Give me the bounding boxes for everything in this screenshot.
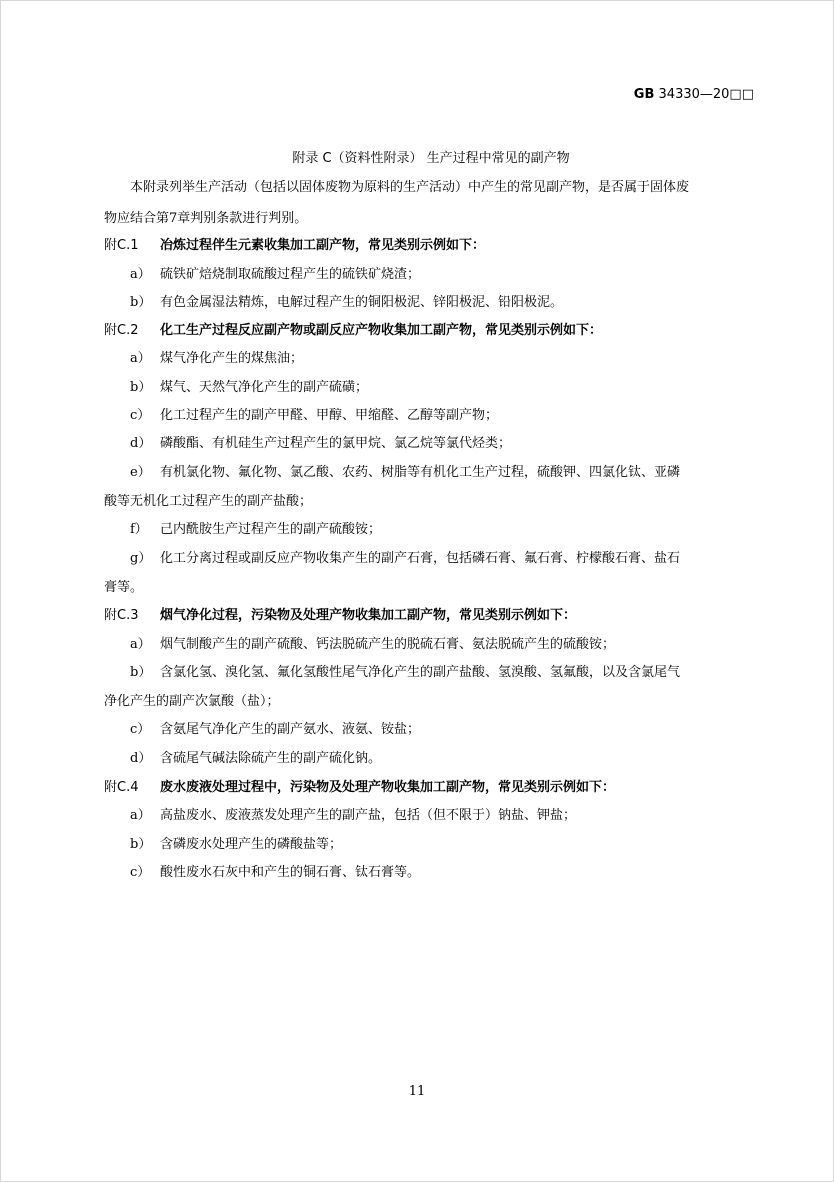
- section-number: 附C.2: [104, 323, 139, 338]
- item-text: 酸性废水石灰中和产生的铜石膏、钛石膏等。: [160, 865, 421, 880]
- section-title: 化工生产过程反应副产物或副反应产物收集加工副产物，常见类别示例如下：: [160, 323, 603, 338]
- section-heading: [104, 780, 758, 796]
- section-heading: [104, 323, 758, 339]
- section-title: 冶炼过程伴生元素收集加工副产物，常见类别示例如下：: [160, 238, 486, 253]
- standard-number: [634, 87, 754, 102]
- section-number: 附C.1: [104, 238, 139, 253]
- intro-line-1: 本附录列举生产活动（包括以固体废物为原料的生产活动）中产生的常见副产物，是否属于固体废: [130, 180, 690, 195]
- list-item: [104, 351, 784, 367]
- item-marker: a）: [130, 637, 151, 652]
- list-item: [104, 380, 784, 396]
- intro-line-2: 物应结合第7章判别条款进行判别。: [104, 211, 308, 226]
- page-number: 11: [408, 1084, 426, 1099]
- item-marker: d）: [130, 436, 152, 451]
- list-item: [104, 522, 784, 538]
- list-item: [104, 465, 784, 481]
- section-number: 附C.3: [104, 608, 139, 623]
- list-item: [104, 637, 784, 653]
- item-text: 煤气净化产生的煤焦油；: [160, 351, 304, 366]
- list-item: [104, 865, 784, 881]
- item-text: 烟气制酸产生的副产硫酸、钙法脱硫产生的脱硫石膏、氨法脱硫产生的硫酸铵；: [160, 637, 616, 652]
- section-title: 废水废液处理过程中，污染物及处理产物收集加工副产物，常见类别示例如下：: [160, 780, 616, 795]
- item-text: 磷酸酯、有机硅生产过程产生的氯甲烷、氯乙烷等氯代烃类；: [160, 436, 512, 451]
- item-text: 含硫尾气碱法除硫产生的副产硫化钠。: [160, 751, 382, 766]
- list-item: [104, 722, 784, 738]
- section-title: 烟气净化过程，污染物及处理产物收集加工副产物，常见类别示例如下：: [160, 608, 577, 623]
- list-item: [104, 267, 784, 283]
- section-number: 附C.4: [104, 780, 139, 795]
- item-text: 高盐废水、废液蒸发处理产生的副产盐，包括（但不限于）钠盐、钾盐；: [160, 808, 577, 823]
- item-text: 化工过程产生的副产甲醛、甲醇、甲缩醛、乙醇等副产物；: [160, 408, 499, 423]
- item-text: 有色金属湿法精炼，电解过程产生的铜阳极泥、锌阳极泥、铅阳极泥。: [160, 295, 564, 310]
- item-marker: e）: [130, 465, 151, 480]
- list-item: [104, 808, 784, 824]
- item-text: 煤气、天然气净化产生的副产硫磺；: [160, 380, 369, 395]
- item-text: 化工分离过程或副反应产物收集产生的副产石膏，包括磷石膏、氟石膏、柠檬酸石膏、盐石: [160, 551, 681, 566]
- item-text: 己内酰胺生产过程产生的副产硫酸铵；: [160, 522, 382, 537]
- standard-prefix: GB: [633, 87, 655, 102]
- item-marker: b）: [130, 295, 152, 310]
- item-text: 含氨尾气净化产生的副产氨水、液氨、铵盐；: [160, 722, 421, 737]
- item-marker: g）: [130, 551, 152, 566]
- item-marker: a）: [130, 351, 151, 366]
- list-item: [104, 436, 784, 452]
- list-item: [104, 751, 784, 767]
- item-text: 含氯化氢、溴化氢、氟化氢酸性尾气净化产生的副产盐酸、氢溴酸、氢氟酸，以及含氯尾气: [160, 665, 681, 680]
- item-continuation: 净化产生的副产次氯酸（盐）；: [104, 694, 280, 709]
- item-marker: f）: [130, 522, 148, 537]
- list-item: [104, 408, 784, 424]
- list-item: [104, 837, 784, 853]
- item-marker: a）: [130, 808, 151, 823]
- section-heading: [104, 238, 758, 254]
- item-text: 含磷废水处理产生的磷酸盐等；: [160, 837, 343, 852]
- item-marker: b）: [130, 380, 152, 395]
- item-marker: b）: [130, 837, 152, 852]
- item-marker: a）: [130, 267, 151, 282]
- item-continuation: 酸等无机化工过程产生的副产盐酸；: [104, 494, 313, 509]
- section-heading: [104, 608, 758, 624]
- item-marker: d）: [130, 751, 152, 766]
- item-marker: c）: [130, 865, 151, 880]
- item-marker: c）: [130, 408, 151, 423]
- list-item: [104, 295, 784, 311]
- item-text: 硫铁矿焙烧制取硫酸过程产生的硫铁矿烧渣；: [160, 267, 421, 282]
- appendix-title: 附录 C（资料性附录） 生产过程中常见的副产物: [292, 151, 570, 166]
- item-text: 有机氯化物、氟化物、氯乙酸、农药、树脂等有机化工生产过程，硫酸钾、四氯化钛、亚磷: [160, 465, 681, 480]
- list-item: [104, 665, 784, 681]
- item-marker: c）: [130, 722, 151, 737]
- standard-code: 34330—20□□: [658, 87, 754, 102]
- item-continuation: 膏等。: [104, 580, 144, 595]
- item-marker: b）: [130, 665, 152, 680]
- list-item: [104, 551, 784, 567]
